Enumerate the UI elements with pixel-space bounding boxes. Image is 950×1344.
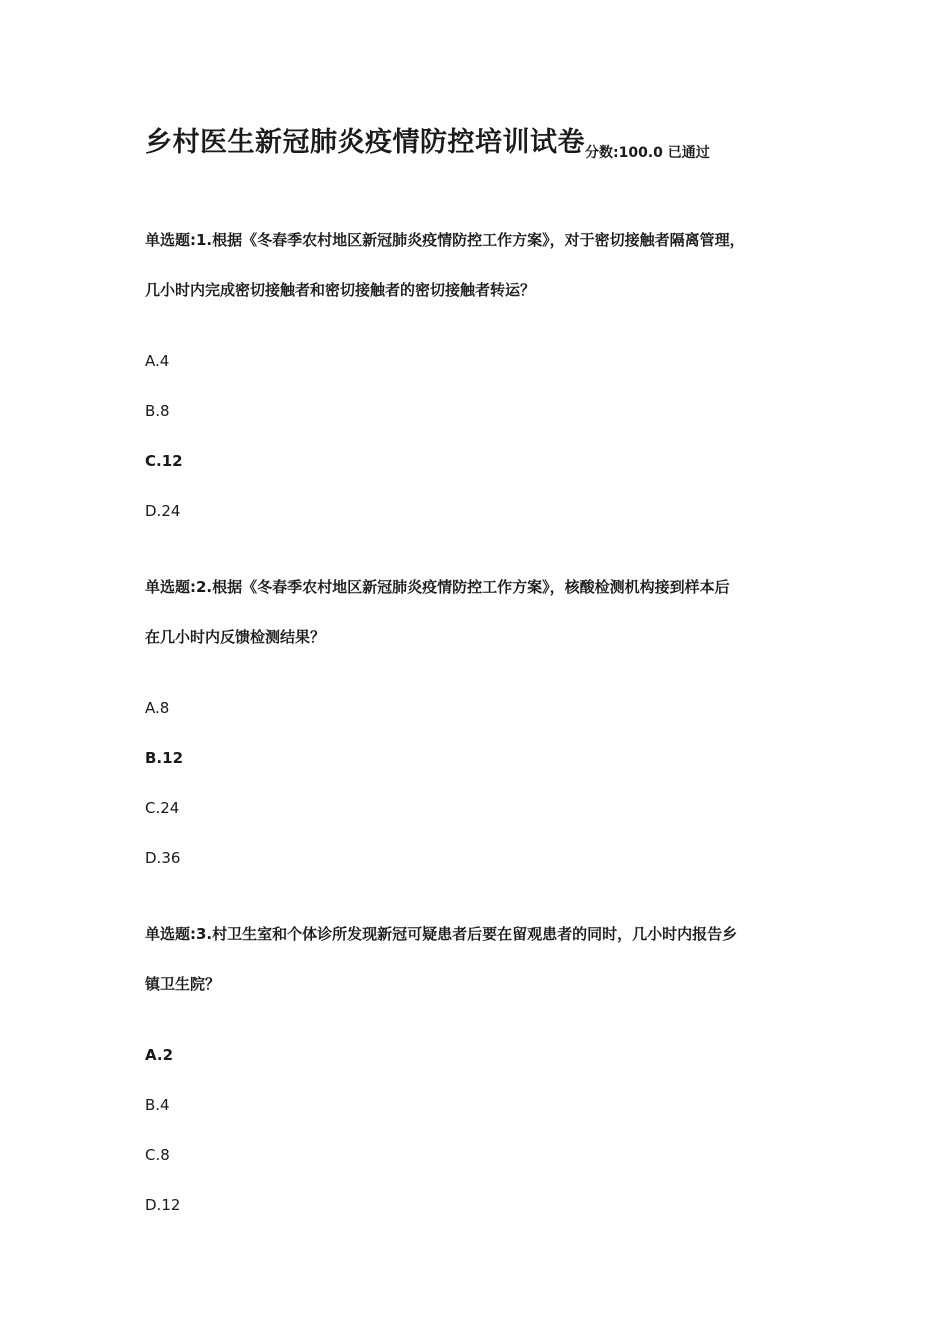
exam-title: 乡村医生新冠肺炎疫情防控培训试卷: [145, 127, 585, 158]
question-1-line-1: 单选题:1.根据《冬春季农村地区新冠肺炎疫情防控工作方案》，对于密切接触者隔离管理，: [145, 231, 745, 249]
question-3-line-2: 镇卫生院？: [145, 975, 221, 993]
question-1-option-b: B.8: [145, 402, 170, 420]
question-3-option-b: B.4: [145, 1096, 170, 1114]
question-3-option-a: A.2: [145, 1046, 174, 1064]
question-2-option-c: C.24: [145, 799, 180, 817]
score-status: 分数:100.0 已通过: [585, 145, 710, 161]
question-1-option-a: A.4: [145, 352, 170, 370]
question-2-option-b: B.12: [145, 749, 184, 767]
question-2-option-a: A.8: [145, 699, 170, 717]
question-1-option-c: C.12: [145, 452, 183, 470]
question-1-option-d: D.24: [145, 502, 181, 520]
question-3-line-1: 单选题:3.村卫生室和个体诊所发现新冠可疑患者后要在留观患者的同时，几小时内报告乡: [145, 925, 738, 943]
question-2-line-1: 单选题:2.根据《冬春季农村地区新冠肺炎疫情防控工作方案》，核酸检测机构接到样本后: [145, 578, 730, 596]
question-3-option-d: D.12: [145, 1196, 181, 1214]
question-3-option-c: C.8: [145, 1146, 170, 1164]
question-1-line-2: 几小时内完成密切接触者和密切接触者的密切接触者转运？: [145, 281, 536, 299]
question-2-line-2: 在几小时内反馈检测结果？: [145, 628, 326, 646]
header: [145, 120, 865, 159]
question-2-option-d: D.36: [145, 849, 181, 867]
